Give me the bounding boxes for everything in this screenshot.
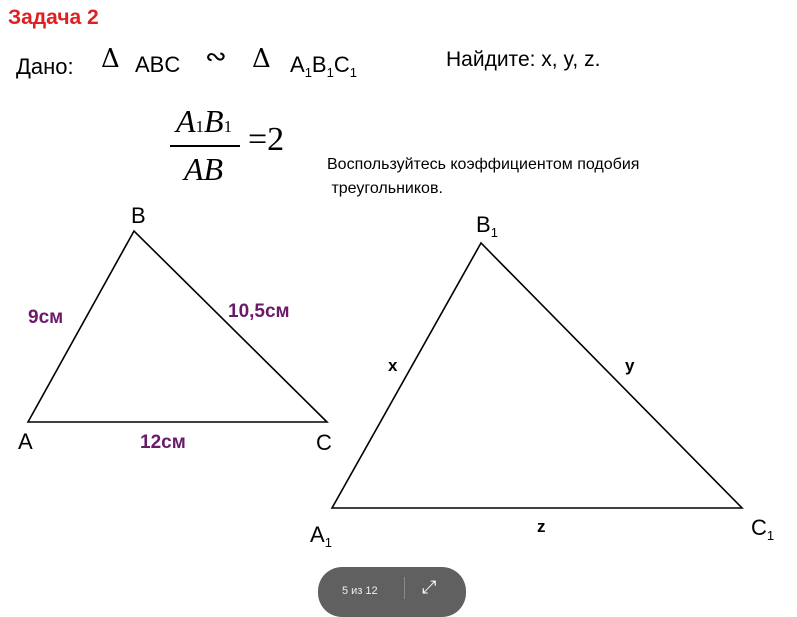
side-ac-length: 12см: [140, 432, 186, 453]
viewer-controls: [318, 567, 466, 617]
triangle-symbol-1: Δ: [101, 44, 120, 74]
find-text: Найдите: x, y, z.: [446, 48, 601, 71]
vertex-b1-label: $B_1$: [476, 212, 498, 240]
ratio-numerator: A1B1: [176, 103, 233, 139]
ratio-value: =2: [248, 121, 285, 158]
triangle-name-a1b1c1: $A_1B_1C_1$: [290, 52, 357, 80]
vertex-a1-label: $A_1$: [310, 522, 332, 550]
side-z-label: z: [537, 517, 546, 536]
vertex-a-label: A: [18, 429, 33, 454]
side-ab-length: 9см: [28, 307, 64, 328]
side-y-label: y: [625, 356, 635, 375]
triangle-name-abc: ABC: [135, 52, 181, 77]
triangle-symbol-2: Δ: [252, 44, 271, 74]
vertex-c1-label: $C_1$: [751, 515, 775, 543]
given-label: Дано:: [16, 54, 74, 79]
triangle-abc: [28, 231, 327, 422]
expand-icon[interactable]: ⤢: [422, 577, 437, 597]
side-x-label: x: [388, 356, 398, 375]
similar-symbol: ∾: [205, 42, 227, 72]
vertex-b-label: B: [131, 203, 146, 228]
ratio-denominator: AB: [184, 151, 224, 187]
hint-text: Воспользуйтесь коэффициентом подобия треугольников.: [327, 156, 640, 197]
vertex-c-label: C: [316, 430, 332, 455]
controls-divider: [404, 577, 405, 599]
side-bc-length: 10,5см: [228, 301, 290, 322]
slide-title: Задача 2: [8, 6, 99, 29]
page-counter: 5 из 12: [342, 585, 378, 597]
